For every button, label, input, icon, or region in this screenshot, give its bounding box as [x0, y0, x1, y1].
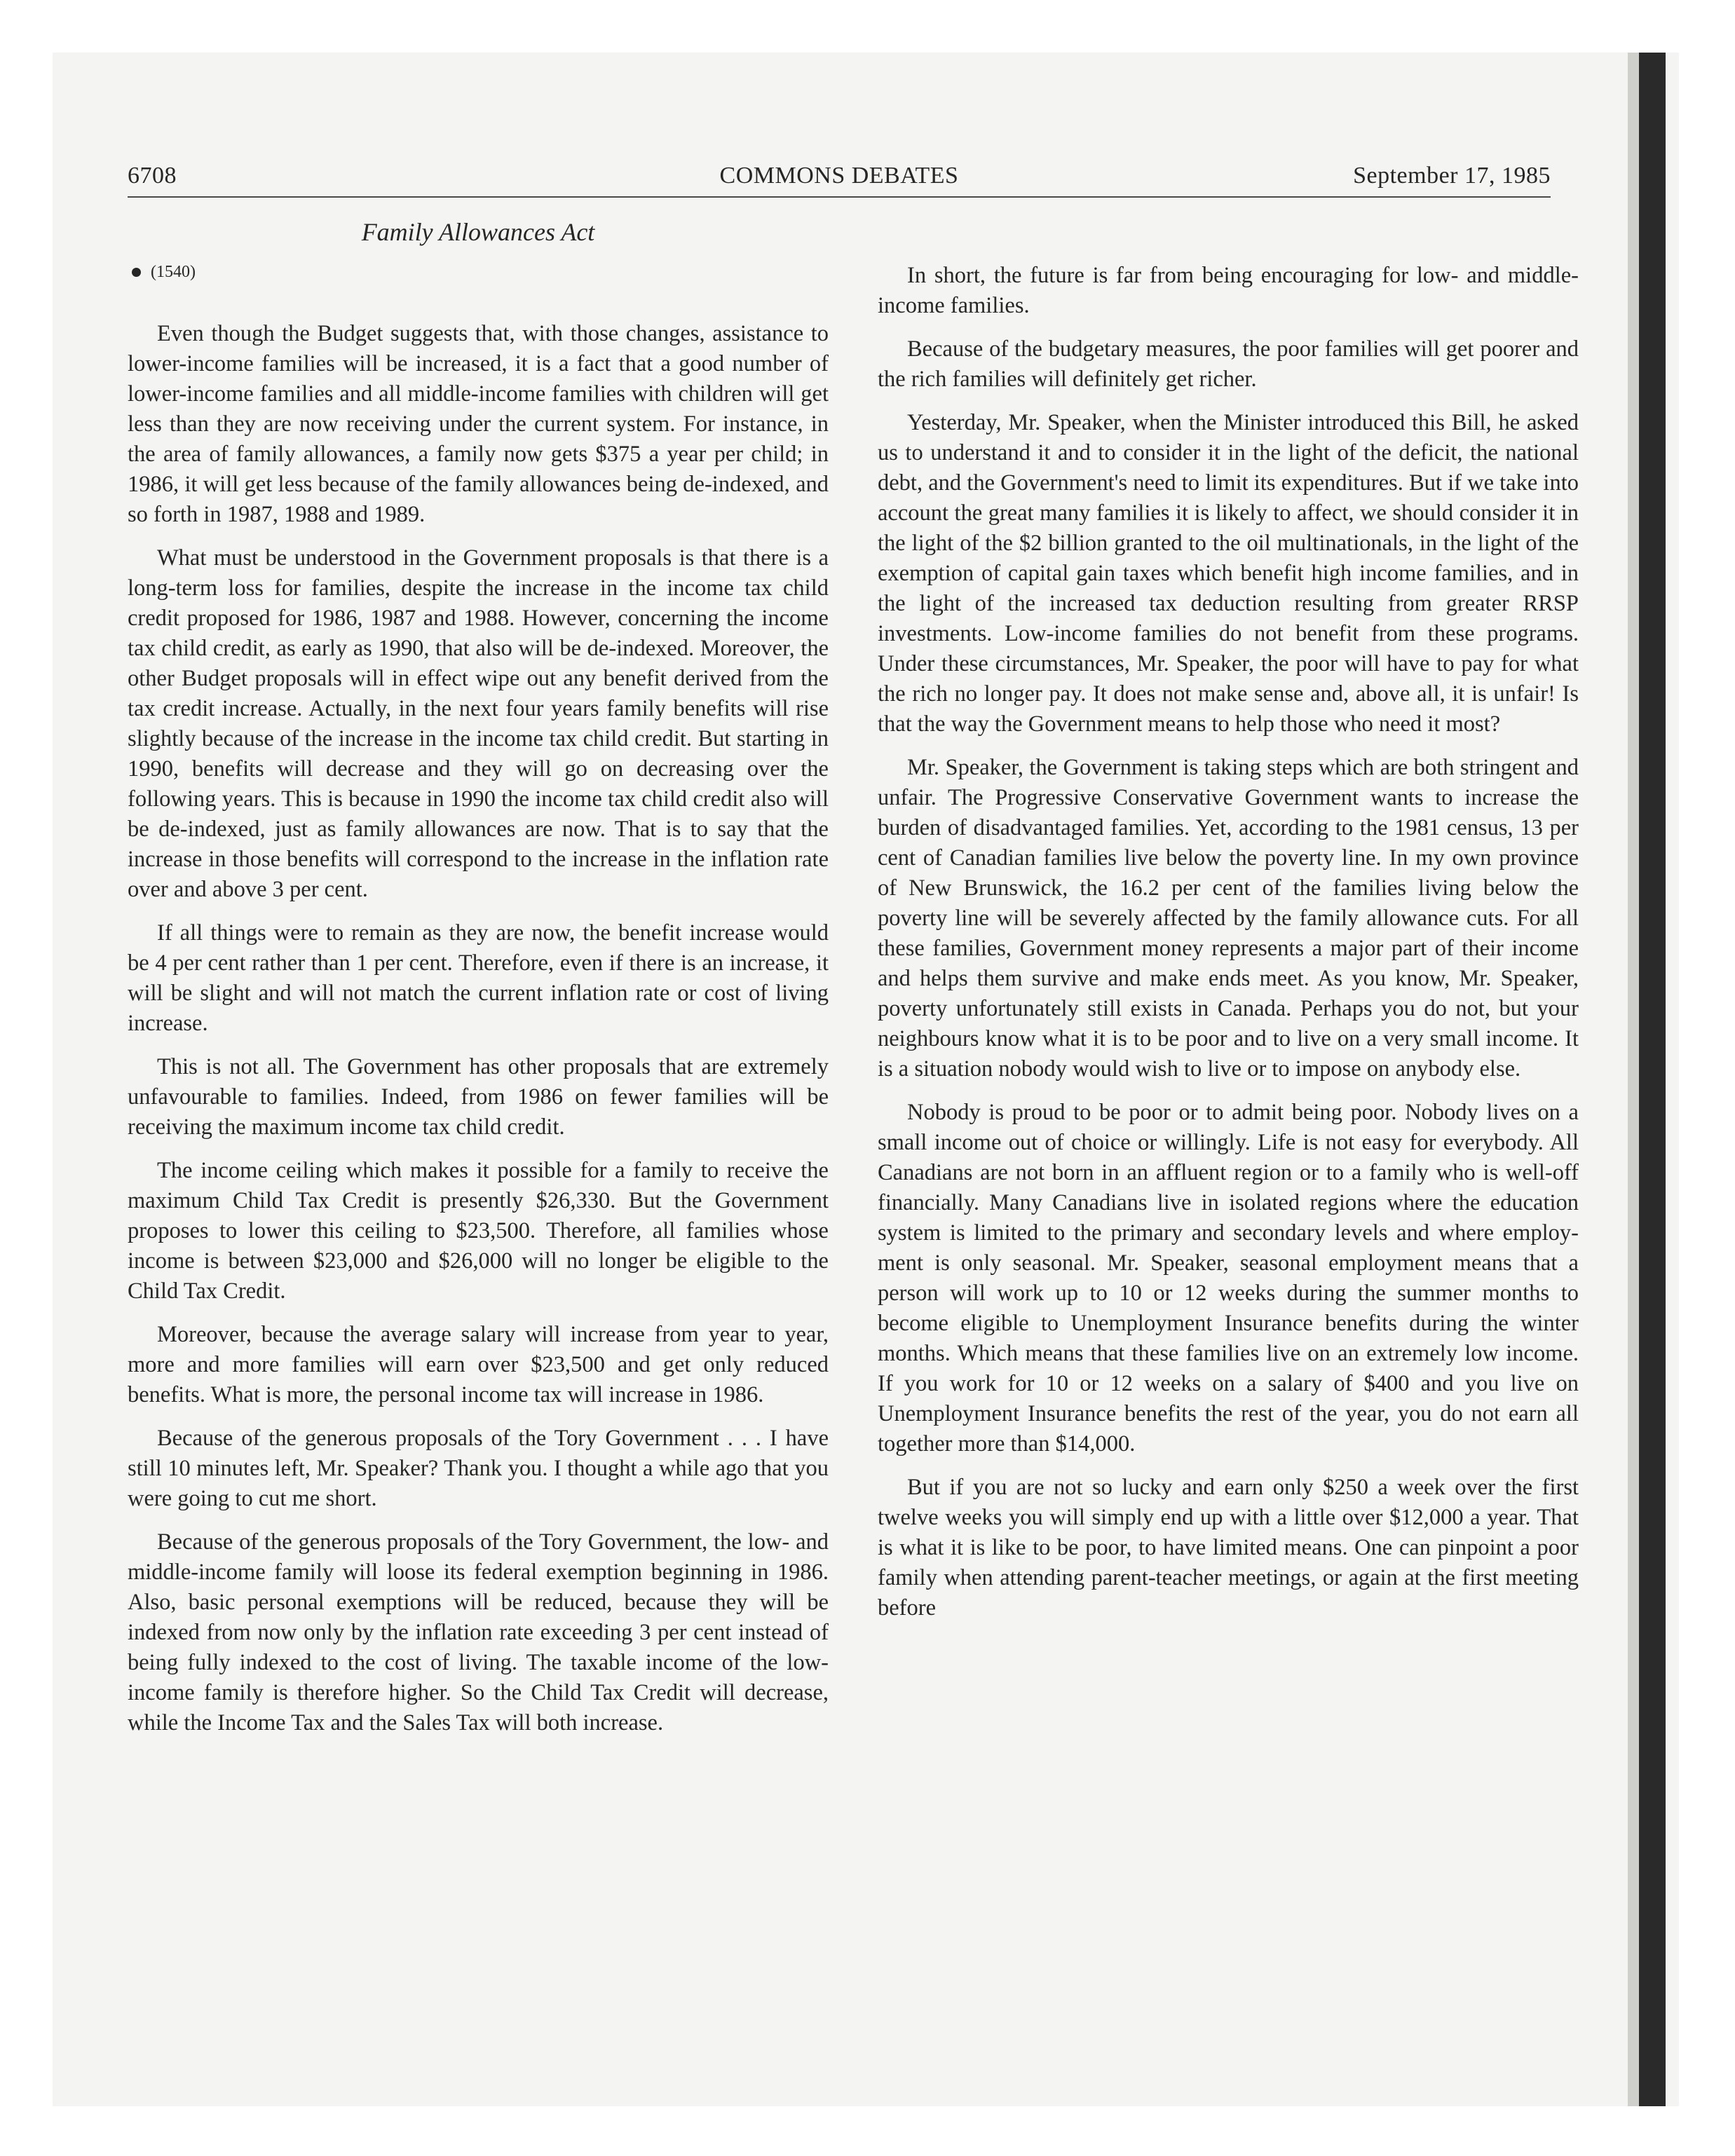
bullet-icon	[132, 268, 141, 277]
page-number: 6708	[128, 163, 177, 189]
publication-date: September 17, 1985	[1353, 163, 1551, 189]
paragraph: In short, the future is far from being encouraging for low- and middle-income families.	[878, 263, 1579, 318]
paragraph: Moreover, because the average salary will increase from year to year, more and more families will earn over $23,500 and get only reduced benefits. What is more, the personal income tax will increase in 1986.	[128, 1322, 829, 1407]
timestamp-text: (1540)	[151, 263, 196, 281]
paragraph: If all things were to remain as they are now, the benefit increase would be 4 per cent rather than 1 per cent. Therefore, even if there is an increase, it will be slight and will not match the current inflation rate or cost of living increase.	[128, 920, 829, 1036]
paragraph: The income ceiling which makes it possible for a family to receive the maximum Child Tax Credit is presently $26,330. But the Government proposes to lower this ceiling to $23,500. Therefore, all families whose income is between $23,000 and $26,000 will no longer be eligible to the Child Tax Credit.	[128, 1158, 829, 1304]
paragraph: Because of the generous proposals of the Tory Government, the low- and middle-income family will loose its federal exemption beginning in 1986. Also, basic personal exemptions will be reduced, because they will be indexed from now only by the inflation rate exceeding 3 per cent instead of being fully indexed to the cost of living. The taxable income of the low-income family is therefore higher. So the Child Tax Credit will decrease, while the Income Tax and the Sales Tax will both increase.	[128, 1529, 829, 1735]
section-title: Family Allowances Act	[361, 218, 595, 246]
right-column	[878, 261, 1579, 1637]
paragraph: But if you are not so lucky and earn only $250 a week over the first twelve weeks you will simply end up with a little over $12,000 a year. That is what it is like to be poor, to have limited means. One can pinpoint a poor family when attending parent-teacher meetings, or again at the first meeting before	[878, 1475, 1579, 1621]
timestamp-marker	[132, 263, 196, 282]
paragraph: What must be understood in the Government proposals is that there is a long-term loss for families, despite the increase in the income tax child credit proposed for 1986, 1987 and 1988. However, concerning the income tax child credit, as early as 1990, that also will be de-indexed. Moreover, the other Budget proposals will in effect wipe out any benefit derived from the tax credit increase. Actually, in the next four years family benefits will rise slightly because of the increase in the income tax child credit. But starting in 1990, benefits will decrease and they will go on decreasing over the following years. This is because in 1990 the income tax child credit also will be de-indexed, just as family allowances are now. That is to say that the increase in those benefits will correspond to the increase in the inflation rate over and above 3 per cent.	[128, 545, 829, 902]
binding-spine	[1639, 53, 1666, 2106]
publication-title: COMMONS DEBATES	[719, 163, 959, 189]
paragraph: Nobody is proud to be poor or to admit being poor. Nobody lives on a small income out of choice or willingly. Life is not easy for everybody. All Canadians are not born in an affluent region or to a family who is well-off financially. Many Canadians live in isolated regions where the education system is limited to the primary and secondary levels and where employment is only seasonal. Mr. Speaker, seasonal employment means that a person will work up to 10 or 12 weeks during the summer months to become eligible to Unemployment Insurance benefits during the winter months. Which means that these families live on an extremely low income. If you work for 10 or 12 weeks on a salary of $400 and you live on Unemployment Insurance benefits the rest of the year, you do not earn all together more than $14,000.	[878, 1100, 1579, 1456]
paragraph: This is not all. The Government has other proposals that are extremely unfavourable to families. Indeed, from 1986 on fewer families will be receiving the maximum income tax child credit.	[128, 1054, 829, 1140]
paragraph: Because of the budgetary measures, the poor families will get poorer and the rich families will definitely get richer.	[878, 336, 1579, 392]
paragraph: Because of the generous proposals of the Tory Government . . . I have still 10 minutes left, Mr. Speaker? Thank you. I thought a while ago that you were going to cut me short.	[128, 1426, 829, 1511]
paragraph: Yesterday, Mr. Speaker, when the Minister introduced this Bill, he asked us to understand it and to consider it in the light of the deficit, the national debt, and the Government's need to limit its expenditures. But if we take into account the great many families it is likely to affect, we should consider it in the light of the $2 billion granted to the oil multinationals, in the light of the exemption of capital gain taxes which benefit high income families, and in the light of the increased tax deduction resulting from greater RRSP investments. Low-income families do not benefit from these programs. Under these circumstances, Mr. Speaker, the poor will have to pay for what the rich no longer pay. It does not make sense and, above all, it is unfair! Is that the way the Government means to help those who need it most?	[878, 410, 1579, 737]
paragraph: Even though the Budget suggests that, with those changes, assistance to lower-income families will be increased, it is a fact that a good number of lower-income families and all middle-income families with children will get less than they are now receiving under the current system. For instance, in the area of family allowances, a family now gets $375 a year per child; in 1986, it will get less because of the family allowances being de-indexed, and so forth in 1987, 1988 and 1989.	[128, 321, 829, 527]
header-rule	[128, 196, 1551, 198]
binding-edge	[1628, 53, 1639, 2106]
running-head	[128, 163, 1551, 193]
left-column	[128, 319, 829, 1752]
paragraph: Mr. Speaker, the Government is taking steps which are both stringent and unfair. The Progressive Conservative Government wants to increase the burden of disadvantaged families. Yet, according to the 1981 census, 13 per cent of Canadian families live below the poverty line. In my own province of New Brunswick, the 16.2 per cent of the families living below the poverty line will be severely affected by the family allowance cuts. For all these families, Government money represents a major part of their income and helps them survive and make ends meet. As you know, Mr. Speaker, poverty unfortunately still exists in Canada. Perhaps you do not, but your neighbours know what it is to be poor and to live on a very small income. It is a situation nobody would wish to live or to impose on anybody else.	[878, 755, 1579, 1082]
